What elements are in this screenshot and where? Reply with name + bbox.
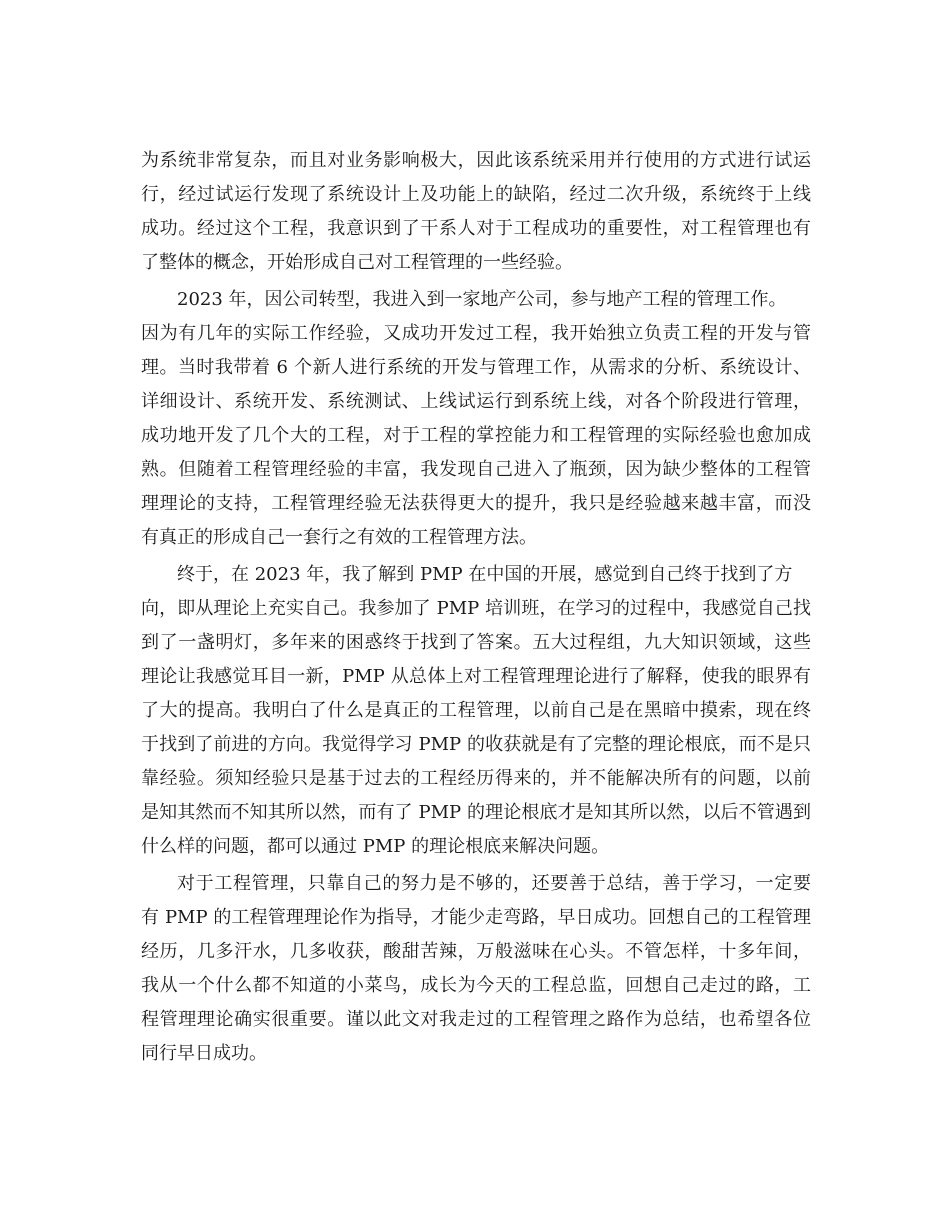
text-line: 我从一个什么都不知道的小菜鸟，成长为今天的工程总监，回想自己走过的路，工: [141, 975, 811, 996]
text-line: 是知其然而不知其所以然，而有了 PMP 的理论根底才是知其所以然，以后不管遇到: [141, 802, 811, 823]
text-line: 对于工程管理，只靠自己的努力是不够的，还要善于总结，善于学习，一定要: [177, 873, 811, 894]
text-line: 行，经过试运行发现了系统设计上及功能上的缺陷，经过二次升级，系统终于上线: [141, 184, 811, 205]
text-line: 终于，在 2023 年，我了解到 PMP 在中国的开展，感觉到自己终于找到了方: [177, 564, 793, 585]
text-line: 程管理理论确实很重要。谨以此文对我走过的工程管理之路作为总结，也希望各位: [141, 1009, 811, 1030]
text-line: 理理论的支持，工程管理经验无法获得更大的提升，我只是经验越来越丰富，而没: [141, 493, 811, 514]
paragraph-3: [141, 558, 811, 864]
paragraph-2: [141, 283, 811, 555]
paragraph-1: [141, 144, 811, 280]
text-line: 到了一盏明灯，多年来的困惑终于找到了答案。五大过程组，九大知识领域，这些: [141, 632, 811, 653]
text-line: 向，即从理论上充实自己。我参加了 PMP 培训班，在学习的过程中，我感觉自己找: [141, 598, 811, 619]
text-line: 了整体的概念，开始形成自己对工程管理的一些经验。: [141, 252, 573, 273]
text-line: 同行早日成功。: [141, 1043, 267, 1064]
text-line: 成功。经过这个工程，我意识到了干系人对于工程成功的重要性，对工程管理也有: [141, 218, 811, 239]
text-line: 于找到了前进的方向。我觉得学习 PMP 的收获就是有了完整的理论根底，而不是只: [141, 734, 811, 755]
text-line: 有真正的形成自己一套行之有效的工程管理方法。: [141, 527, 537, 548]
text-line: 为系统非常复杂，而且对业务影响极大，因此该系统采用并行使用的方式进行试运: [141, 150, 811, 171]
text-line: 成功地开发了几个大的工程，对于工程的掌控能力和工程管理的实际经验也愈加成: [141, 425, 811, 446]
text-line: 2023 年，因公司转型，我进入到一家地产公司，参与地产工程的管理工作。: [177, 289, 787, 310]
text-line: 有 PMP 的工程管理理论作为指导，才能少走弯路，早日成功。回想自己的工程管理: [141, 907, 811, 928]
text-line: 了大的提高。我明白了什么是真正的工程管理，以前自己是在黑暗中摸索，现在终: [141, 700, 811, 721]
paragraph-4: [141, 867, 811, 1071]
text-line: 理。当时我带着 6 个新人进行系统的开发与管理工作，从需求的分析、系统设计、: [141, 357, 811, 378]
document-body: [141, 144, 811, 1071]
text-line: 详细设计、系统开发、系统测试、上线试运行到系统上线，对各个阶段进行管理，: [141, 391, 811, 412]
text-line: 理论让我感觉耳目一新，PMP 从总体上对工程管理理论进行了解释，使我的眼界有: [141, 666, 811, 687]
text-line: 靠经验。须知经验只是基于过去的工程经历得来的，并不能解决所有的问题，以前: [141, 768, 811, 789]
text-line: 什么样的问题，都可以通过 PMP 的理论根底来解决问题。: [141, 836, 610, 857]
text-line: 经历，几多汗水，几多收获，酸甜苦辣，万般滋味在心头。不管怎样，十多年间，: [141, 941, 811, 962]
text-line: 熟。但随着工程管理经验的丰富，我发现自己进入了瓶颈，因为缺少整体的工程管: [141, 459, 811, 480]
text-line: 因为有几年的实际工作经验，又成功开发过工程，我开始独立负责工程的开发与管: [141, 323, 811, 344]
